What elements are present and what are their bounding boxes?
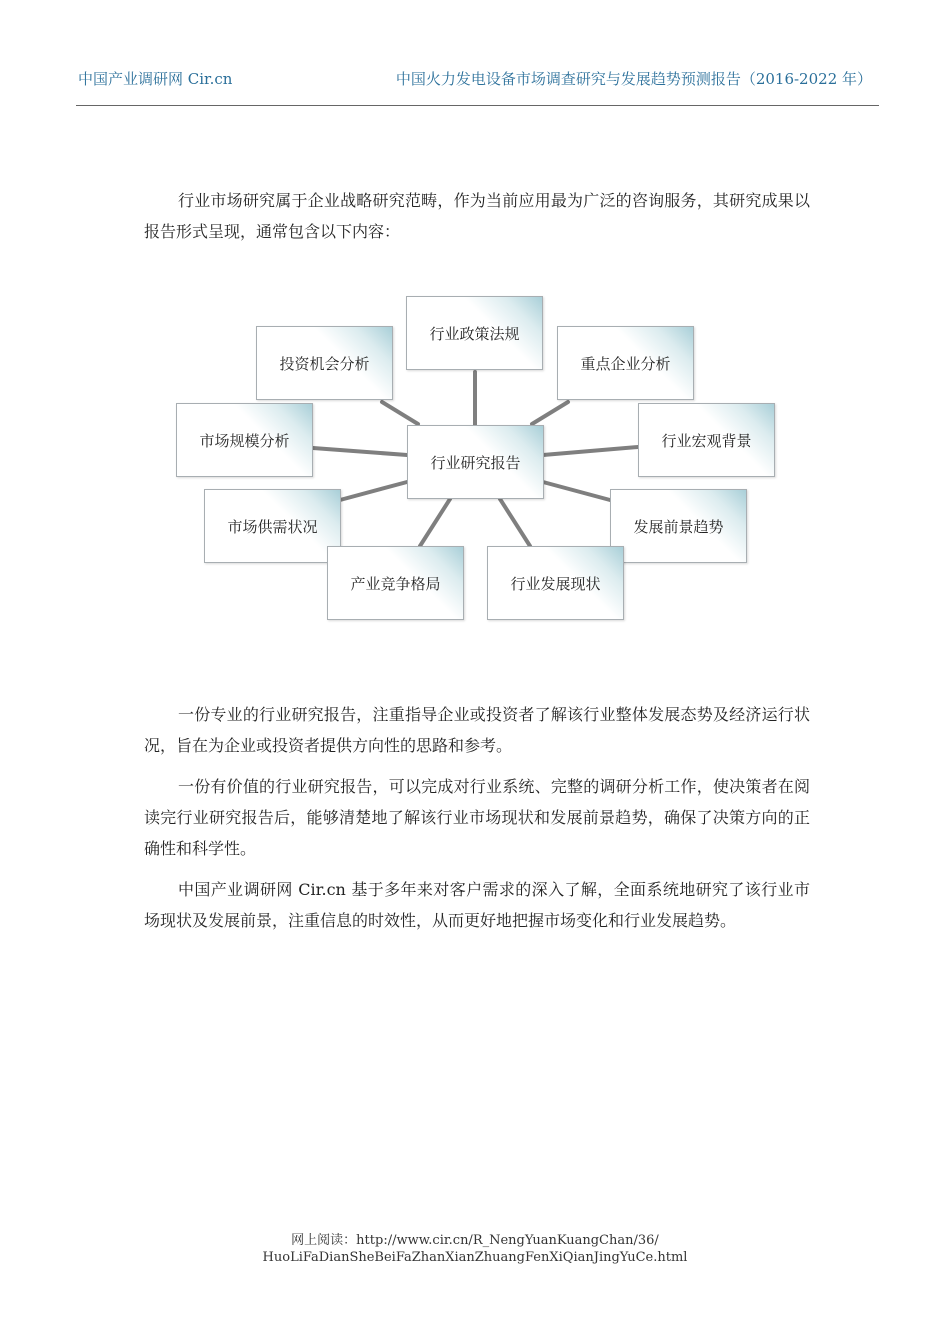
connector-prospect <box>543 482 610 500</box>
connector-status <box>500 499 530 546</box>
header-site-name: 中国产业调研网 Cir.cn <box>78 70 233 88</box>
connector-market-size <box>313 448 407 455</box>
connector-investment <box>382 402 418 424</box>
node-policy: 行业政策法规 <box>406 296 543 370</box>
node-competition: 产业竞争格局 <box>327 546 464 620</box>
footer-url-line-2[interactable]: HuoLiFaDianSheBeiFaZhanXianZhuangFenXiQianJingYuCe.html <box>262 1250 688 1265</box>
node-macro: 行业宏观背景 <box>638 403 775 477</box>
connector-supply-demand <box>340 482 407 500</box>
header-report-title: 中国火力发电设备市场调查研究与发展趋势预测报告（2016-2022 年） <box>395 70 872 88</box>
node-status: 行业发展现状 <box>487 546 624 620</box>
node-market-size: 市场规模分析 <box>176 403 313 477</box>
footer-url-line-1[interactable]: 网上阅读：http://www.cir.cn/R_NengYuanKuangChan/36/ <box>291 1233 659 1248</box>
node-key-enterprise: 重点企业分析 <box>557 326 694 400</box>
connector-competition <box>420 499 450 546</box>
node-prospect: 发展前景趋势 <box>610 489 747 563</box>
body-paragraph-3: 中国产业调研网 Cir.cn 基于多年来对客户需求的深入了解，全面系统地研究了该行业市场现状及发展前景，注重信息的时效性，从而更好地把握市场变化和行业发展趋势。 <box>144 880 810 930</box>
intro-paragraph: 行业市场研究属于企业战略研究范畴，作为当前应用最为广泛的咨询服务，其研究成果以报告形式呈现，通常包含以下内容： <box>144 191 810 241</box>
connector-macro <box>543 447 638 455</box>
body-paragraph-2: 一份有价值的行业研究报告，可以完成对行业系统、完整的调研分析工作，使决策者在阅读完行业研究报告后，能够清楚地了解该行业市场现状和发展前景趋势，确保了决策方向的正确性和科学性。 <box>144 777 810 858</box>
node-supply-demand: 市场供需状况 <box>204 489 341 563</box>
header-divider <box>76 105 879 106</box>
node-investment: 投资机会分析 <box>256 326 393 400</box>
body-paragraph-1: 一份专业的行业研究报告，注重指导企业或投资者了解该行业整体发展态势及经济运行状况，旨在为企业或投资者提供方向性的思路和参考。 <box>144 705 810 755</box>
node-center: 行业研究报告 <box>407 425 544 499</box>
connector-key-enterprise <box>532 402 568 424</box>
